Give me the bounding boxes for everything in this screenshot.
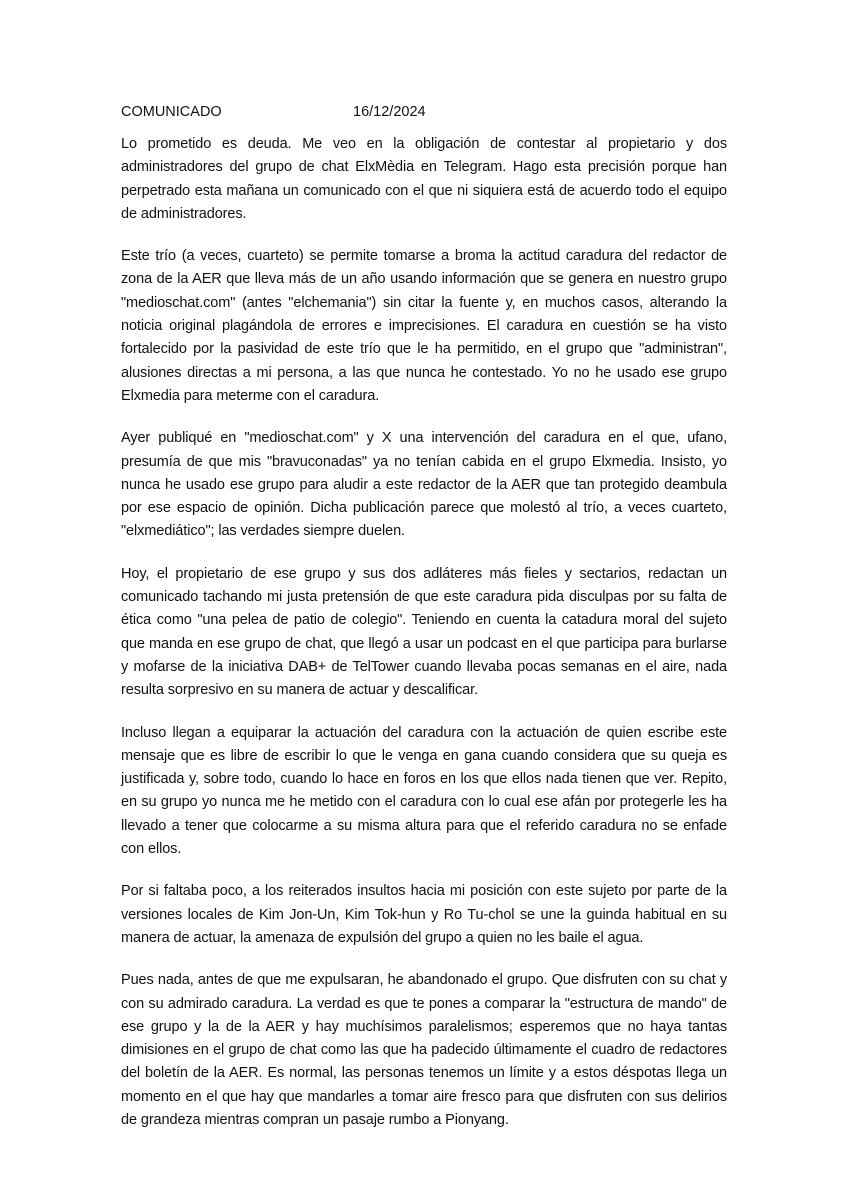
paragraph: Lo prometido es deuda. Me veo en la obligación de contestar al propietario y dos administradores del grupo de chat ElxMèdia en Telegram. Hago esta precisión porque han perpetrado esta mañana un comunicado con el que ni siquiera está de acuerdo todo el equipo de administradores. (121, 136, 727, 222)
paragraph: Ayer publiqué en "medioschat.com" y X una intervención del caradura en el que, ufano, presumía de que mis "bravuconadas" ya no tenían cabida en el grupo Elxmedia. Insisto, yo nunca he usado ese grupo para aludir a este redactor de la AER que tan protegido deambula por ese espacio de opinión. Dicha publicación parece que molestó al trío, a veces cuarteto, "elxmediático"; las verdades siempre duelen. (121, 430, 727, 540)
paragraph: Este trío (a veces, cuarteto) se permite tomarse a broma la actitud caradura del redactor de zona de la AER que lleva más de un año usando información que se genera en nuestro grupo "medioschat.com" (antes "elchemania") sin citar la fuente y, en muchos casos, alterando la noticia original plagándola de errores e imprecisiones. El caradura en cuestión se ha visto fortalecido por la pasividad de este trío que le ha permitido, en el grupo que "administran", alusiones directas a mi persona, a las que nunca he contestado. Yo no he usado ese grupo Elxmedia para meterme con el caradura. (121, 248, 727, 404)
paragraph: Incluso llegan a equiparar la actuación del caradura con la actuación de quien escribe este mensaje que es libre de escribir lo que le venga en gana cuando considera que su queja es justificada y, sobre todo, cuando lo hace en foros en los que ellos nada tienen que ver. Repito, en su grupo yo nunca me he metido con el caradura con lo cual ese afán por protegerle les ha llevado a tener que colocarme a su misma altura para que el referido caradura no se enfade con ellos. (121, 724, 727, 858)
paragraph: Por si faltaba poco, a los reiterados insultos hacia mi posición con este sujeto por parte de la versiones locales de Kim Jon-Un, Kim Tok-hun y Ro Tu-chol se une la guinda habitual en su manera de actuar, la amenaza de expulsión del grupo a quien no les baile el agua. (121, 883, 727, 946)
paragraph: Pues nada, antes de que me expulsaran, he abandonado el grupo. Que disfruten con su chat y con su admirado caradura. La verdad es que te pones a comparar la "estructura de mando" de ese grupo y la de la AER y hay muchísimos paralelismos; esperemos que no haya tantas dimisiones en el grupo de chat como las que ha padecido últimamente el cuadro de redactores del boletín de la AER. Es normal, las personas tenemos un límite y a estos déspotas llega un momento en el que hay que mandarles a tomar aire fresco para que disfruten con sus delirios de grandeza mientras compran un pasaje rumbo a Pionyang. (121, 972, 727, 1128)
document-date: 16/12/2024 (353, 104, 426, 120)
document-header (121, 102, 727, 122)
paragraph: Hoy, el propietario de ese grupo y sus dos adláteres más fieles y sectarios, redactan un comunicado tachando mi justa pretensión de que este caradura pida disculpas por su falta de ética como "una pelea de patio de colegio". Teniendo en cuenta la catadura moral del sujeto que manda en ese grupo de chat, que llegó a usar un podcast en el que participa para burlarse y mofarse de la iniciativa DAB+ de TelTower cuando llevaba pocas semanas en el aire, nada resulta sorpresivo en su manera de actuar y descalificar. (121, 565, 727, 699)
document-type-label: COMUNICADO (121, 104, 222, 120)
document-body (121, 133, 727, 1151)
